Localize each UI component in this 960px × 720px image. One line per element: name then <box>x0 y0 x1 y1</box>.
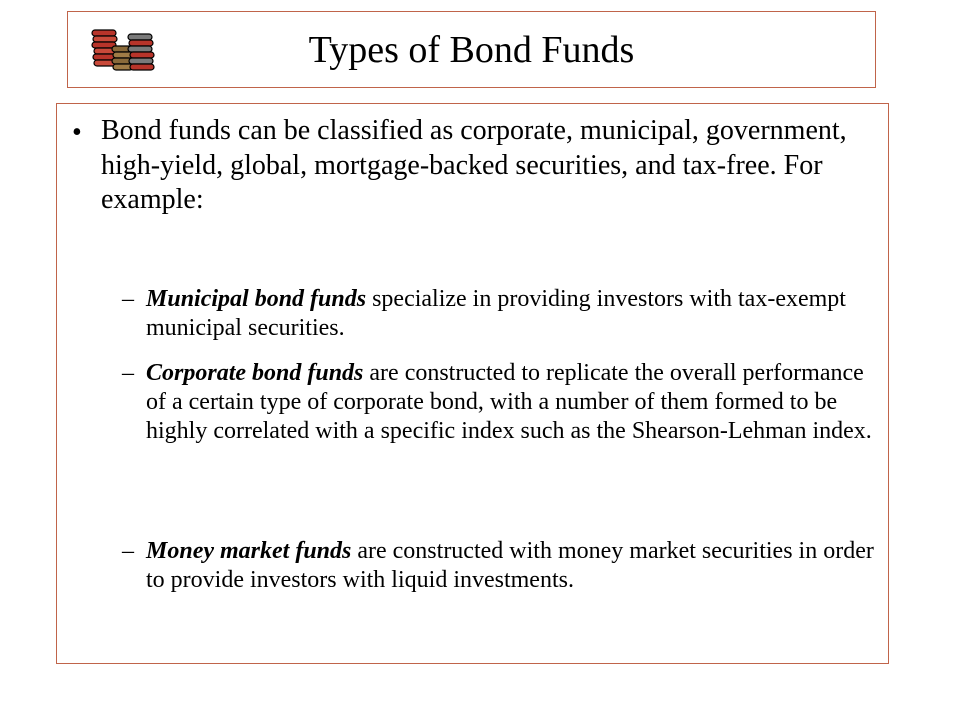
term-municipal-bond-funds: Municipal bond funds <box>146 286 367 312</box>
dash-marker: – <box>122 286 134 312</box>
term-corporate-bond-funds: Corporate bond funds <box>146 360 364 386</box>
description-municipal: specialize in providing investors with tax-exempt municipal securities. <box>146 286 846 342</box>
description-money-market: are constructed with money market securities in order to provide investors with liquid investments. <box>146 538 874 594</box>
dash-marker: – <box>122 360 134 386</box>
description-corporate: are constructed to replicate the overall performance of a certain type of corporate bond, with a number of them formed to be highly correlated with a specific index such as the Shearson-Lehman index. <box>146 360 872 445</box>
dash-marker: – <box>122 538 134 564</box>
term-money-market-funds: Money market funds <box>146 538 352 564</box>
title-frame <box>67 11 876 88</box>
content-frame <box>56 103 889 664</box>
main-bullet-text: Bond funds can be classified as corporate, municipal, government, high-yield, global, mortgage-backed securities, and tax-free. For example: <box>101 115 847 215</box>
bullet-marker: • <box>72 117 82 148</box>
slide-title: Types of Bond Funds <box>308 29 635 71</box>
